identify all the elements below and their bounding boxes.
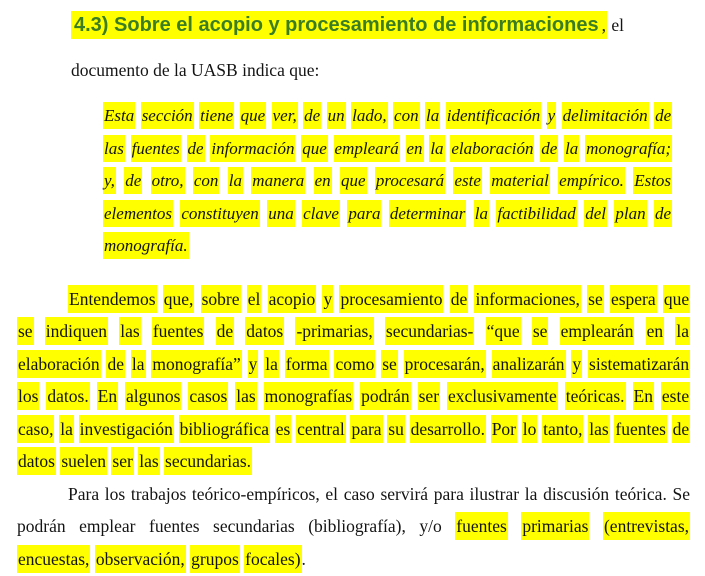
highlighted-word: Entendemos [68,285,157,313]
highlighted-word: monografías [264,382,353,410]
highlighted-word: secundarias. [164,447,252,475]
highlighted-word: constituyen [180,200,259,227]
highlighted-word: monografía. [103,232,189,259]
highlighted-word: sección [141,102,194,129]
highlighted-word: datos. [46,382,89,410]
highlighted-word: manera [251,167,305,194]
highlighted-word: se [17,317,34,345]
highlighted-word: elaboración [450,135,534,162]
highlighted-word: otro, [151,167,185,194]
highlighted-word: y [248,350,259,378]
highlighted-word: como [334,350,375,378]
highlighted-word: caso, [17,415,54,443]
highlighted-word: fuentes [152,317,205,345]
highlighted-word: y [571,350,582,378]
highlighted-word: Estos [633,167,672,194]
highlighted-word: elementos [103,200,173,227]
highlighted-word: central [296,415,346,443]
highlighted-word: para [347,200,381,227]
highlighted-word: informaciones, [474,285,580,313]
highlighted-word: procesará [375,167,445,194]
highlighted-word: del [584,200,607,227]
highlighted-word: procesarán, [404,350,486,378]
highlighted-word: con [193,167,220,194]
highlighted-word: lo [522,415,538,443]
highlighted-word: de [106,350,125,378]
highlighted-word: sobre [201,285,241,313]
highlighted-word: una [267,200,295,227]
highlighted-word: que, [163,285,195,313]
highlighted-word: secundarias- [385,317,474,345]
highlighted-word: elaboración [17,350,101,378]
highlighted-word: ser [418,382,440,410]
highlighted-word: las [235,382,256,410]
highlighted-word: monografía” [151,350,241,378]
plain-text: el [606,15,624,35]
highlighted-word: algunos [125,382,181,410]
highlighted-word: investigación [79,415,174,443]
highlighted-word: determinar [389,200,467,227]
highlighted-word: la [429,135,444,162]
highlighted-word: las [138,447,159,475]
highlighted-word: observación, [95,545,186,573]
highlighted-word: de [303,102,321,129]
highlighted-word: factibilidad [496,200,576,227]
highlighted-word: en [406,135,424,162]
highlighted-word: de [450,285,469,313]
highlighted-word: plan [614,200,646,227]
highlighted-word: empleará [334,135,400,162]
highlighted-word: de [216,317,235,345]
highlighted-word: de [187,135,205,162]
highlighted-word: que [340,167,367,194]
quote-paragraph [103,100,672,263]
highlighted-word: Por [491,415,517,443]
highlighted-word: lado, [351,102,387,129]
highlighted-word: podrán [360,382,411,410]
highlighted-word: con [393,102,420,129]
highlighted-word: sistematizarán [588,350,690,378]
highlighted-word: material [490,167,550,194]
highlighted-word: fuentes [614,415,667,443]
highlighted-word: la [228,167,243,194]
highlighted-word: encuestas, [17,545,90,573]
intro-line: documento de la UASB indica que: [71,60,320,80]
highlighted-word: la [474,200,489,227]
highlighted-text: 4.3) Sobre el acopio y procesamiento de informaciones [71,11,601,39]
highlighted-word: tanto, [542,415,583,443]
highlighted-word: la [59,415,74,443]
highlighted-word: indiquen [45,317,108,345]
highlighted-word: En [97,382,118,410]
highlighted-word: de [654,200,672,227]
highlighted-word: la [264,350,279,378]
plain-text: Para los trabajos teórico-empíricos, el caso servirá para ilustrar la discusión teórica. Se podrán emplear fuentes secundarias (bibliografía), y/o [17,483,690,536]
highlighted-word: este [661,382,690,410]
highlighted-word: espera [610,285,657,313]
highlighted-word: su [387,415,405,443]
body-paragraph-1 [17,283,690,478]
highlighted-word: desarrollo. [410,415,486,443]
highlighted-word: en [314,167,332,194]
plain-text: . [301,548,306,569]
highlighted-word: información [210,135,295,162]
highlighted-word: de [540,135,558,162]
highlighted-word: es [275,415,292,443]
highlighted-word: delimitación [562,102,649,129]
highlighted-word: analizarán [492,350,566,378]
highlighted-word: las [119,317,140,345]
highlighted-word: clave [302,200,340,227]
highlighted-word: la [425,102,440,129]
highlighted-word: el [247,285,262,313]
highlighted-word: acopio [268,285,317,313]
highlighted-word: ser [111,447,133,475]
highlighted-word: para [350,415,382,443]
highlighted-word: y [547,102,557,129]
highlighted-word: la [131,350,146,378]
highlighted-word: Esta [103,102,135,129]
highlighted-word: fuentes [455,512,508,540]
highlighted-word: empírico. [558,167,625,194]
highlighted-word: en [646,317,665,345]
highlighted-word: y, [103,167,116,194]
highlighted-word: (entrevistas, [603,512,690,540]
highlighted-word: fuentes [131,135,181,162]
highlighted-word: forma [285,350,329,378]
highlighted-word: suelen [60,447,107,475]
highlighted-word: y [322,285,333,313]
highlighted-word: la [675,317,690,345]
highlighted-word: se [381,350,398,378]
highlighted-word: teóricas. [565,382,626,410]
section-heading [71,10,690,40]
highlighted-word: un [327,102,346,129]
highlighted-word: tiene [199,102,234,129]
highlighted-word: las [103,135,125,162]
highlighted-word: los [17,382,39,410]
highlighted-word: se [532,317,549,345]
highlighted-word: “que [486,317,521,345]
highlighted-word: grupos [190,545,240,573]
body-paragraph-2 [17,478,690,576]
highlighted-word: que [301,135,328,162]
highlighted-word: ver, [272,102,298,129]
highlighted-word: casos [188,382,228,410]
highlighted-word: de [654,102,672,129]
section-heading-block [71,10,690,84]
highlighted-word: identificación [446,102,541,129]
highlighted-word: -primarias, [295,317,373,345]
highlighted-word: se [587,285,604,313]
highlighted-text: , [601,11,607,39]
highlighted-word: que [240,102,267,129]
highlighted-word: de [124,167,142,194]
highlighted-word: datos [245,317,284,345]
highlighted-word: datos [17,447,56,475]
highlighted-word: exclusivamente [447,382,558,410]
highlighted-word: focales) [244,545,301,573]
highlighted-word: este [453,167,481,194]
highlighted-word: procesamiento [339,285,443,313]
highlighted-word: las [588,415,609,443]
highlighted-word: que [663,285,690,313]
highlighted-word: primarias [521,512,589,540]
highlighted-word: de [672,415,691,443]
highlighted-word: monografía; [585,135,672,162]
highlighted-word: bibliográfica [179,415,270,443]
highlighted-word: la [564,135,579,162]
highlighted-word: emplearán [560,317,635,345]
highlighted-word: En [633,382,654,410]
